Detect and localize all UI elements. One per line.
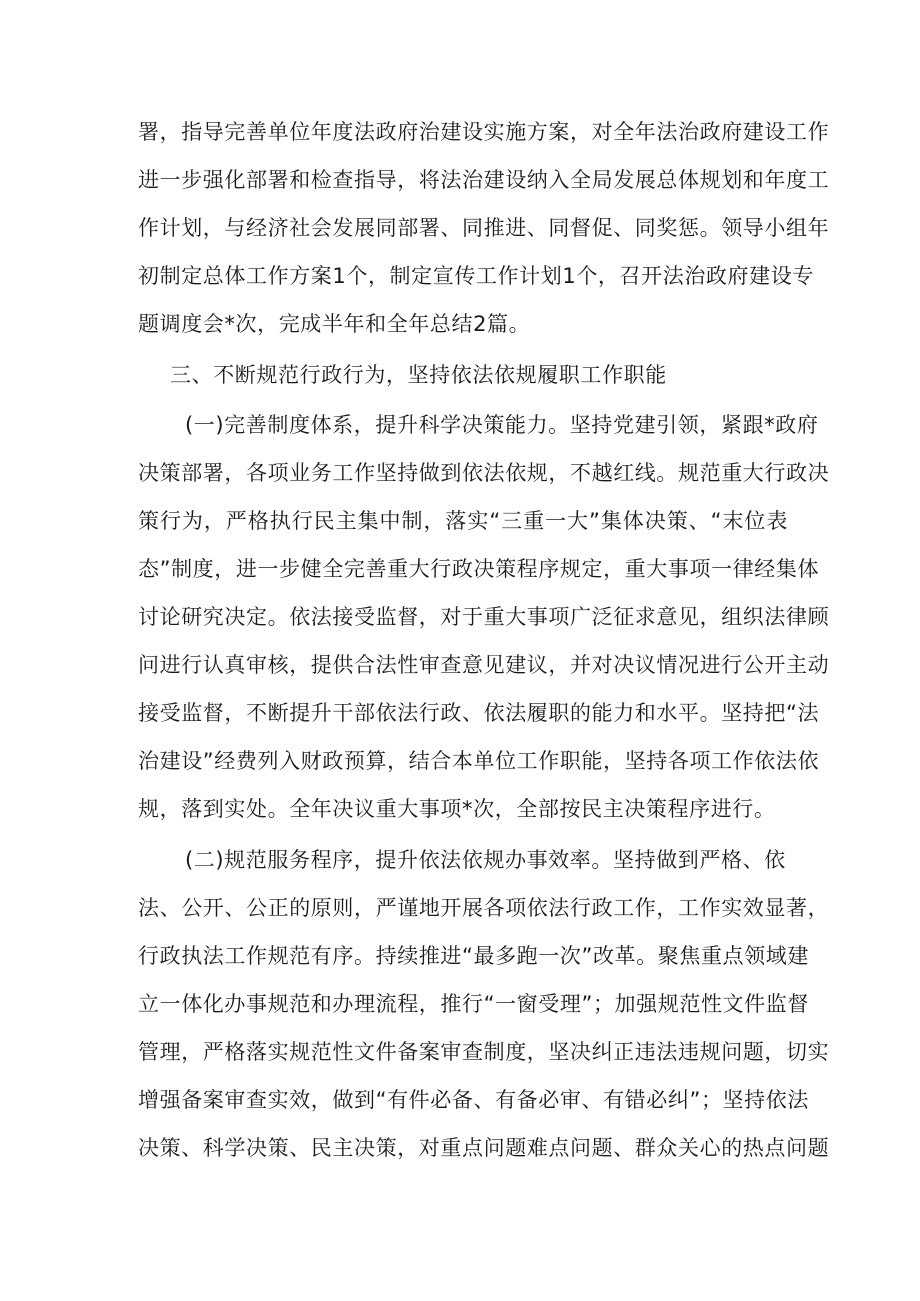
text-line-13: 接受监督，不断提升干部依法行政、依法履职的能力和水平。坚持把“法 [138,701,820,725]
text-line-22: 决策、科学决策、民主决策，对重点问题难点问题、群众关心的热点问题 [138,1136,830,1160]
text-line-15: 规，落到实处。全年决议重大事项*次，全部按民主决策程序进行。 [138,797,776,821]
text-line-14: 治建设”经费列入财政预算，结合本单位工作职能，坚持各项工作依法依 [138,749,820,773]
text-line-20: 管理，严格落实规范性文件备案审查制度，坚决纠正违法违规问题，切实 [138,1040,830,1064]
text-line-5: 题调度会*次，完成半年和全年总结2篇。 [138,312,531,336]
text-line-21: 增强备案审查实效，做到“有件必备、有备必审、有错必纠”；坚持依法 [138,1088,809,1112]
text-line-11: 讨论研究决定。依法接受监督，对于重大事项广泛征求意见，组织法律顾 [138,605,830,629]
text-line-10: 态”制度，进一步健全完善重大行政决策程序规定，重大事项一律经集体 [138,557,820,581]
text-line-12: 问进行认真审核，提供合法性审查意见建议，并对决议情况进行公开主动 [138,653,830,677]
text-line-2: 进一步强化部署和检查指导，将法治建设纳入全局发展总体规划和年度工 [138,168,830,192]
text-line-18: 行政执法工作规范有序。持续推进“最多跑一次”改革。聚焦重点领域建 [138,944,809,968]
text-line-1: 署，指导完善单位年度法政府治建设实施方案，对全年法治政府建设工作 [138,120,830,144]
text-line-8: 决策部署，各项业务工作坚持做到依法依规，不越红线。规范重大行政决 [138,461,830,485]
text-line-4: 初制定总体工作方案1个，制定宣传工作计划1个，召开法治政府建设专 [138,264,814,288]
text-line-17: 法、公开、公正的原则，严谨地开展各项依法行政工作，工作实效显著， [138,896,830,920]
text-line-9: 策行为，严格执行民主集中制，落实“三重一大”集体决策、“末位表 [138,509,788,533]
text-line-3: 作计划，与经济社会发展同部署、同推进、同督促、同奖惩。领导小组年 [138,216,830,240]
subsection-2-first-line: (二)规范服务程序，提升依法依规办事效率。坚持做到严格、依 [185,848,786,872]
text-line-19: 立一体化办事规范和办理流程，推行“一窗受理”；加强规范性文件监督 [138,992,809,1016]
section-heading: 三、不断规范行政行为，坚持依法依规履职工作职能 [170,363,667,387]
subsection-1-first-line: (一)完善制度体系，提升科学决策能力。坚持党建引领，紧跟*政府 [185,413,819,437]
